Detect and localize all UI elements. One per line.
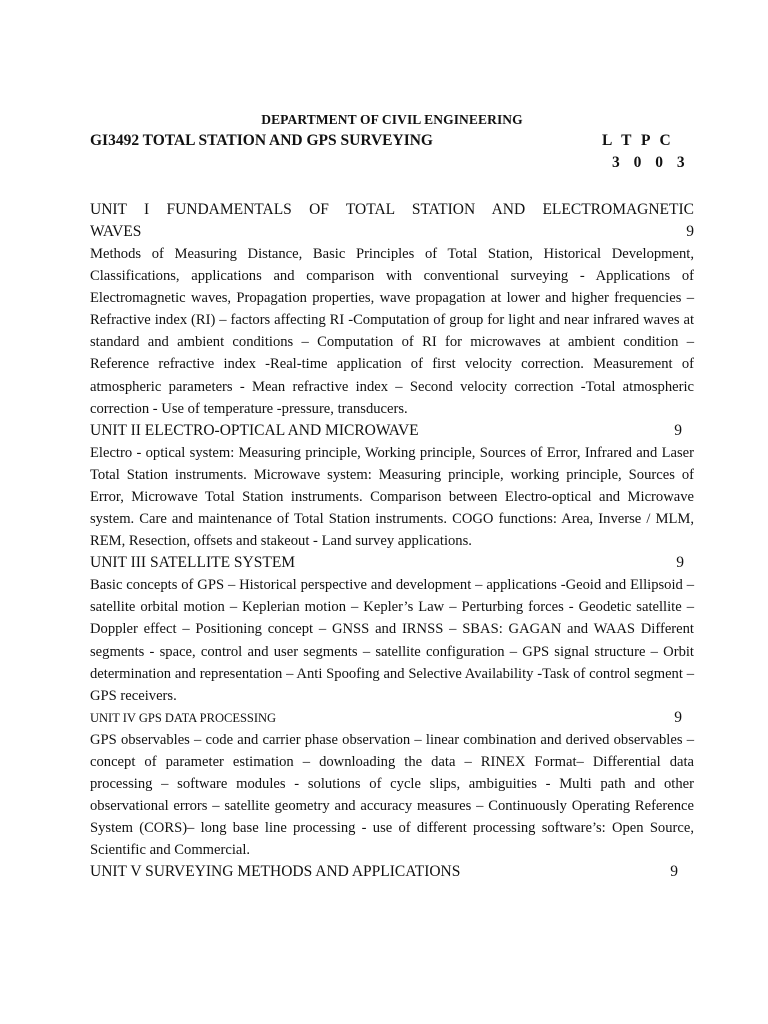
- unit-5-title-row: [90, 861, 678, 883]
- unit-5-title: UNIT V SURVEYING METHODS AND APPLICATIONS: [90, 863, 461, 881]
- ltpc-label: L T P C: [602, 132, 672, 149]
- syllabus-page: [90, 112, 694, 883]
- unit-1-title-line2: WAVES: [90, 223, 142, 240]
- course-header: [90, 132, 694, 150]
- unit-4-content: GPS observables – code and carrier phase observation – linear combination and derived observables – concept of parameter estimation – downloading the data – RINEX Format– Differential data processing – software modules - solutions of cycle slips, ambiguities - Multi path and other observational errors – satellite geometry and accuracy measures – Continuously Operating Reference System (CORS)– long base line processing - use of different processing software’s: Open Source, Scientific and Commercial.: [90, 731, 694, 859]
- department-heading: DEPARTMENT OF CIVIL ENGINEERING: [261, 112, 523, 127]
- unit-1-hours: 9: [686, 223, 694, 240]
- unit-3-content: Basic concepts of GPS – Historical perspective and development – applications -Geoid and Ellipsoid – satellite orbital motion – Keplerian motion – Kepler’s Law – Perturbing forces - Geodetic satellite – Doppler effect – Positioning concept – GNSS and IRNSS – SBAS: GAGAN and WAAS Different segments - space, control and user segments – satellite configuration – GPS signal structure – Orbit determination and representation – Anti Spoofing and Selective Availability -Task of control segment – GPS receivers.: [90, 577, 694, 704]
- unit-1-title-line1: UNIT I FUNDAMENTALS OF TOTAL STATION AND ELECTROMAGNETIC: [90, 201, 694, 218]
- unit-3-title-row: [90, 552, 684, 574]
- unit-2-hours: 9: [674, 421, 682, 439]
- unit-4-title: UNIT IV GPS DATA PROCESSING: [90, 710, 277, 725]
- credits-row: [90, 154, 694, 172]
- unit-5-hours: 9: [670, 863, 678, 881]
- unit-1-content: Methods of Measuring Distance, Basic Principles of Total Station, Historical Development, Classifications, applications and comparison with conventional surveying - Applications of Electromagnetic waves, Propagation properties, wave propagation at lower and higher frequencies – Refractive index (RI) – factors affecting RI -Computation of group for light and near infrared waves at standard and ambient conditions – Computation of RI for microwaves at ambient condition – Reference refractive index -Real-time application of first velocity correction. Measurement of atmospheric parameters - Mean refractive index – Second velocity correction -Total atmospheric correction - Use of temperature -pressure, transducers.: [90, 246, 694, 417]
- unit-5: [90, 861, 694, 883]
- unit-2-title-row: [90, 420, 682, 442]
- course-title: GI3492 TOTAL STATION AND GPS SURVEYING: [90, 132, 433, 149]
- unit-1: [90, 199, 694, 420]
- ltpc-values: 3 0 0 3: [612, 154, 690, 171]
- unit-1-title-row: [90, 221, 694, 243]
- unit-2-title: UNIT II ELECTRO-OPTICAL AND MICROWAVE: [90, 421, 419, 439]
- unit-3-hours: 9: [676, 554, 684, 572]
- unit-3-title: UNIT III SATELLITE SYSTEM: [90, 554, 296, 572]
- unit-2-content: Electro - optical system: Measuring principle, Working principle, Sources of Error, Infrared and Laser Total Station instruments. Microwave system: Measuring principle, working principle, Sources of Error, Microwave Total Station instruments. Comparison between Electro-optical and Microwave system. Care and maintenance of Total Station instruments. COGO functions: Area, Inverse / MLM, REM, Resection, offsets and stakeout - Land survey applications.: [90, 444, 694, 550]
- unit-4: [90, 707, 694, 862]
- unit-3: [90, 552, 694, 707]
- unit-2: [90, 420, 694, 552]
- unit-4-title-row: [90, 707, 682, 729]
- unit-4-hours: 9: [674, 708, 682, 726]
